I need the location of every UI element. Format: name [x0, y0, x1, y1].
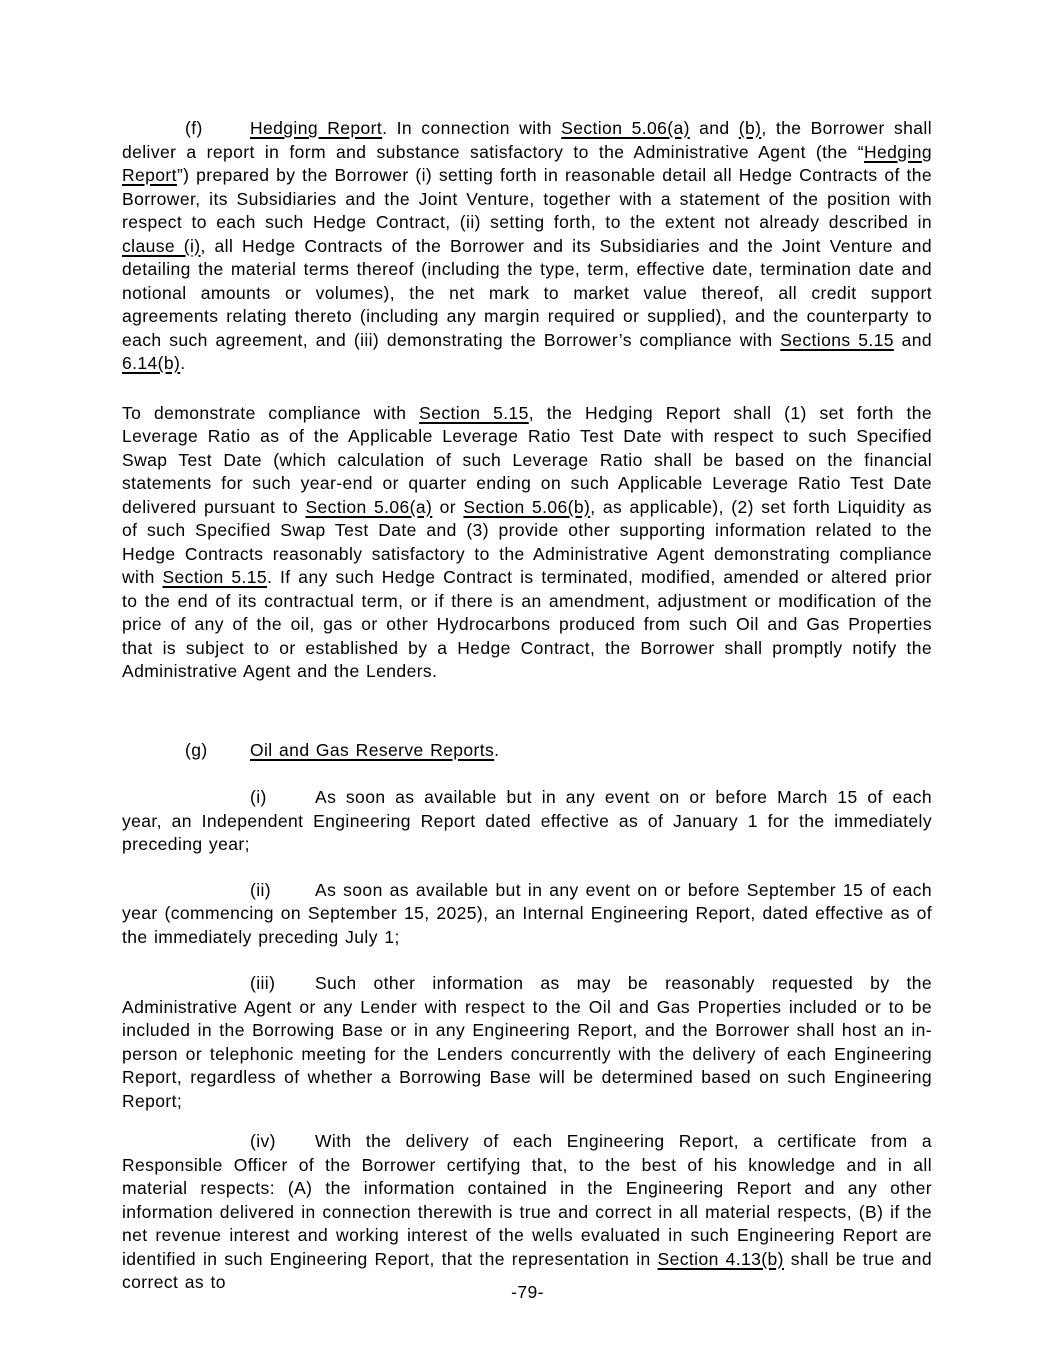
- text-run: , as applicable), (2) set forth Liquidity as of such Specified Swap Test Date and (3) provide other supporting information related to the Hedge Contracts reasonably satisfactory to the Administrative Agent demonstrating compliance with: [122, 496, 932, 587]
- text-run: To demonstrate compliance with: [122, 402, 420, 423]
- text-run: or: [432, 496, 464, 517]
- underlined-reference: clause (i): [122, 235, 201, 256]
- text-run: , the Hedging Report shall (1) set forth the Leverage Ratio as of the Applicable Leverage Ratio Test Date with respect to such Specified Swap Test Date (which calculation of such Leverage Ratio shall be based on the financial statements for such year-end or quarter ending on such Applicable Leverage Ratio Test Date delivered pursuant to: [122, 402, 933, 517]
- subclause-iv-label: (iv): [250, 1131, 276, 1151]
- underlined-reference: 6.14(b): [122, 353, 181, 373]
- subclause-ii-label: (ii): [250, 879, 272, 900]
- text-run: As soon as available but in any event on or before September 15 of each year (commencing on September 15, 2025), an Internal Engineering Report, dated effective as of the immediately preceding July 1;: [122, 879, 932, 947]
- subclause-i-label: (i): [250, 787, 267, 807]
- underlined-reference: Section 5.06(a): [561, 118, 690, 138]
- subclause-i-independent-engineering-report: [122, 786, 932, 857]
- text-run: .: [494, 739, 500, 760]
- text-run: Such other information as may be reasonably requested by the Administrative Agent or any Lender with respect to the Oil and Gas Properties included or to be included in the Borrowing Base or in any Engineering Report, and the Borrower shall host an in-person or telephonic meeting for the Lenders concurrently with the delivery of each Engineering Report, regardless of whether a Borrowing Base will be determined based on such Engineering Report;: [122, 973, 932, 1111]
- underlined-reference: Hedging Report: [250, 118, 383, 138]
- underlined-reference: Section 5.06(a): [305, 496, 433, 517]
- paragraph-compliance-demonstration: [122, 402, 932, 684]
- text-run: , all Hedge Contracts of the Borrower and its Subsidiaries and the Joint Venture and detailing the material terms thereof (including the type, term, effective date, termination date and notional amounts or volumes), the net mark to market value thereof, all credit support agreements relating thereto (including any margin required or supplied), and the counterparty to each such agreement, and (iii) demonstrating the Borrower’s compliance with: [122, 235, 932, 350]
- underlined-reference: Section 5.15: [162, 567, 268, 587]
- underlined-reference: Section 5.15: [419, 402, 529, 423]
- page-number: -79-: [511, 1282, 544, 1302]
- underlined-reference: Section 5.06(b): [463, 496, 591, 517]
- underlined-reference: (b): [738, 118, 762, 138]
- text-run: shall be true and correct as to: [122, 1248, 932, 1292]
- clause-f-label: (f): [185, 118, 203, 138]
- text-run: . If any such Hedge Contract is terminated, modified, amended or altered prior to the end of its contractual term, or if there is an amendment, adjustment or modification of the price of any of the oil, gas or other Hydrocarbons produced from such Oil and Gas Properties that is subject to or established by a Hedge Contract, the Borrower shall promptly notify the Administrative Agent and the Lenders.: [122, 567, 932, 681]
- subclause-ii-internal-engineering-report: [122, 879, 932, 950]
- subclause-iii-label: (iii): [250, 973, 276, 993]
- paragraph-f-hedging-report: [122, 117, 932, 376]
- text-run: , the Borrower shall deliver a report in form and substance satisfactory to the Administrative Agent (the “: [122, 118, 933, 162]
- underlined-reference: Sections 5.15: [780, 329, 894, 350]
- paragraph-f-text: [122, 118, 932, 373]
- underlined-reference: Hedging Report: [122, 141, 932, 185]
- text-run: ”) prepared by the Borrower (i) setting forth in reasonable detail all Hedge Contracts of the Borrower, its Subsidiaries and the Joint Venture, together with a statement of the position with respect to each such Hedge Contract, (ii) setting forth, to the extent not already described in: [122, 165, 932, 232]
- paragraph-g-oil-gas-reserve-reports: [122, 739, 932, 763]
- text-run: and: [689, 118, 739, 138]
- underlined-reference: Section 4.13(b): [657, 1248, 784, 1269]
- subclause-iii-other-information: [122, 972, 932, 1113]
- underlined-reference: Oil and Gas Reserve Reports: [250, 739, 495, 760]
- text-run: and: [893, 329, 932, 350]
- text-run: With the delivery of each Engineering Report, a certificate from a Responsible Officer of the Borrower certifying that, to the best of his knowledge and in all material respects: (A) the information contained in the Engineering Report and any other information delivered in connection therewith is true and correct in all material respects, (B) if the net revenue interest and working interest of the wells evaluated in such Engineering Report are identified in such Engineering Report, that the representation in: [122, 1131, 932, 1269]
- paragraph-compliance-text: [122, 403, 932, 682]
- subclause-iv-officer-certificate: [122, 1130, 932, 1295]
- text-run: . In connection with: [382, 118, 562, 138]
- paragraph-g-heading: [250, 740, 499, 760]
- clause-g-label: (g): [185, 739, 208, 760]
- subclause-iv-text: [122, 1131, 932, 1292]
- text-run: .: [180, 353, 186, 373]
- text-run: As soon as available but in any event on or before March 15 of each year, an Independent Engineering Report dated effective as of January 1 for the immediately preceding year;: [122, 787, 932, 854]
